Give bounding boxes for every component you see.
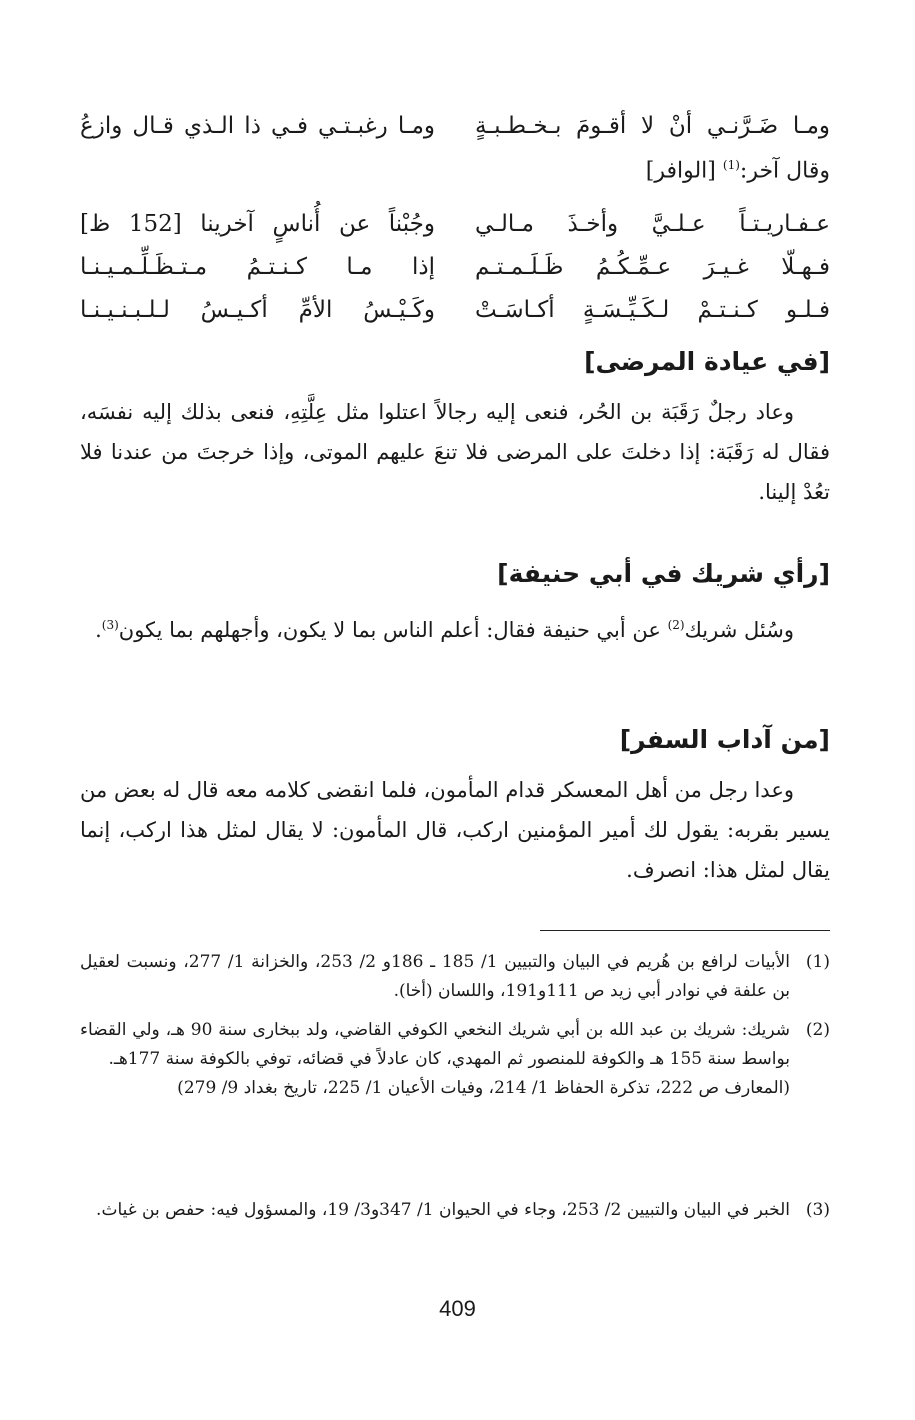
poem-meter: [الوافر] — [645, 158, 716, 184]
section-heading: [في عيادة المرضى] — [584, 347, 830, 376]
section-paragraph — [80, 392, 830, 512]
verse-second-hemistich: إذا مـا كـنـتـمُ مـتـظَـلِّـمـيـنـا — [80, 254, 435, 280]
footnote-body — [80, 1016, 790, 1103]
section-paragraph — [80, 605, 830, 650]
section-paragraph — [80, 770, 830, 890]
footnote-sources: (المعارف ص 222، تذكرة الحفاظ 1/ 214، وفيات الأعيان 1/ 225، تاريخ بغداد 9/ 279) — [177, 1078, 790, 1098]
paragraph-segment: . — [95, 618, 102, 642]
paragraph-text: وعدا رجل من أهل المعسكر قدام المأمون، فلما انقضى كلامه معه قال له بعض من يسير بقربه: يقول لك أمير المؤمنين اركب، قال المأمون: لا يقال لمثل هذا اركب، إنما يقال لمثل هذا: انصرف. — [80, 778, 830, 882]
section-heading: [رأي شريك في أبي حنيفة] — [497, 559, 830, 588]
footnote-text: الأبيات لرافع بن هُريم في البيان والتبيين 1/ 185 ـ 186و 2/ 253، والخزانة 1/ 277، ونسبت لعقيل بن علفة في نوادر أبي زيد ص 111و191، واللسان (أخا). — [80, 952, 790, 1001]
verse-line — [80, 104, 830, 148]
poem-intro-text: وقال آخر: — [739, 158, 830, 184]
verse-line — [80, 245, 830, 289]
footnote — [80, 948, 830, 1006]
footnote-ref: (1) — [722, 158, 740, 172]
footnote — [80, 1196, 830, 1225]
footnote-ref: (3) — [101, 618, 119, 632]
verse-second-hemistich: وجُبْناً عن أُناسٍ آخرينا [152 ظ] — [80, 211, 435, 237]
verse-second-hemistich: ومـا رغبـتـي فـي ذا الـذي قـال وازعُ — [80, 113, 435, 139]
paragraph-text: وعاد رجلٌ رَقَبَة بن الحُر، فنعى إليه رجالاً اعتلوا مثل عِلَّتِهِ، فنعى بذلك إليه نفسَه، فقال له رَقَبَة: إذا دخلتَ على المرضى فلا تنعَ عليهم الموتى، وإذا خرجتَ من عندنا فلا تعُدْ إلينا. — [80, 400, 830, 504]
verse-first-hemistich: فـهـلّا غـيـرَ عـمِّـكُـمُ ظَـلَـمـتـم — [475, 254, 830, 280]
paragraph-segment: وسُئل شريك — [684, 618, 794, 642]
verse-line — [80, 202, 830, 246]
footnote-separator — [540, 930, 830, 931]
footnote-number: (2) — [805, 1020, 830, 1040]
footnote — [80, 1016, 830, 1103]
paragraph-text — [80, 605, 830, 650]
verse-first-hemistich: ومـا ضَـرَّنـي أنْ لا أقـومَ بـخـطـبـةٍ — [475, 113, 830, 139]
verse-first-hemistich: عـفـاريـتـاً عـلـيَّ وأخـذَ مـالـي — [475, 211, 830, 237]
footnote-number: (1) — [805, 952, 830, 972]
footnote-number: (3) — [805, 1200, 830, 1220]
verse-line — [80, 288, 830, 332]
verse-second-hemistich: وكَـيْـسُ الأمِّ أكـيـسُ لـلـبـنـيـنـا — [80, 297, 435, 323]
footnote-text: شريك: شريك بن عبد الله بن أبي شريك النخعي الكوفي القاضي، ولد ببخارى سنة 90 هـ، ولي القضاء بواسط سنة 155 هـ والكوفة للمنصور ثم المهدي، كان عادلاً في قضائه، توفي بالكوفة سنة 177هـ. — [80, 1020, 790, 1069]
poem-intro — [646, 150, 830, 186]
page-number: 409 — [439, 1296, 476, 1321]
paragraph-segment: عن أبي حنيفة فقال: أعلم الناس بما لا يكون، وأجهلهم بما يكون — [118, 618, 668, 642]
footnote-text: الخبر في البيان والتبيين 2/ 253، وجاء في الحيوان 1/ 347و3/ 19، والمسؤول فيه: حفص بن غياث. — [96, 1200, 790, 1220]
section-heading: [من آداب السفر] — [619, 725, 830, 754]
verse-first-hemistich: فـلـو كـنـتـمْ لـكَـيِّـسَـةٍ أكـاسَـتْ — [475, 297, 830, 323]
footnote-ref: (2) — [667, 618, 685, 632]
